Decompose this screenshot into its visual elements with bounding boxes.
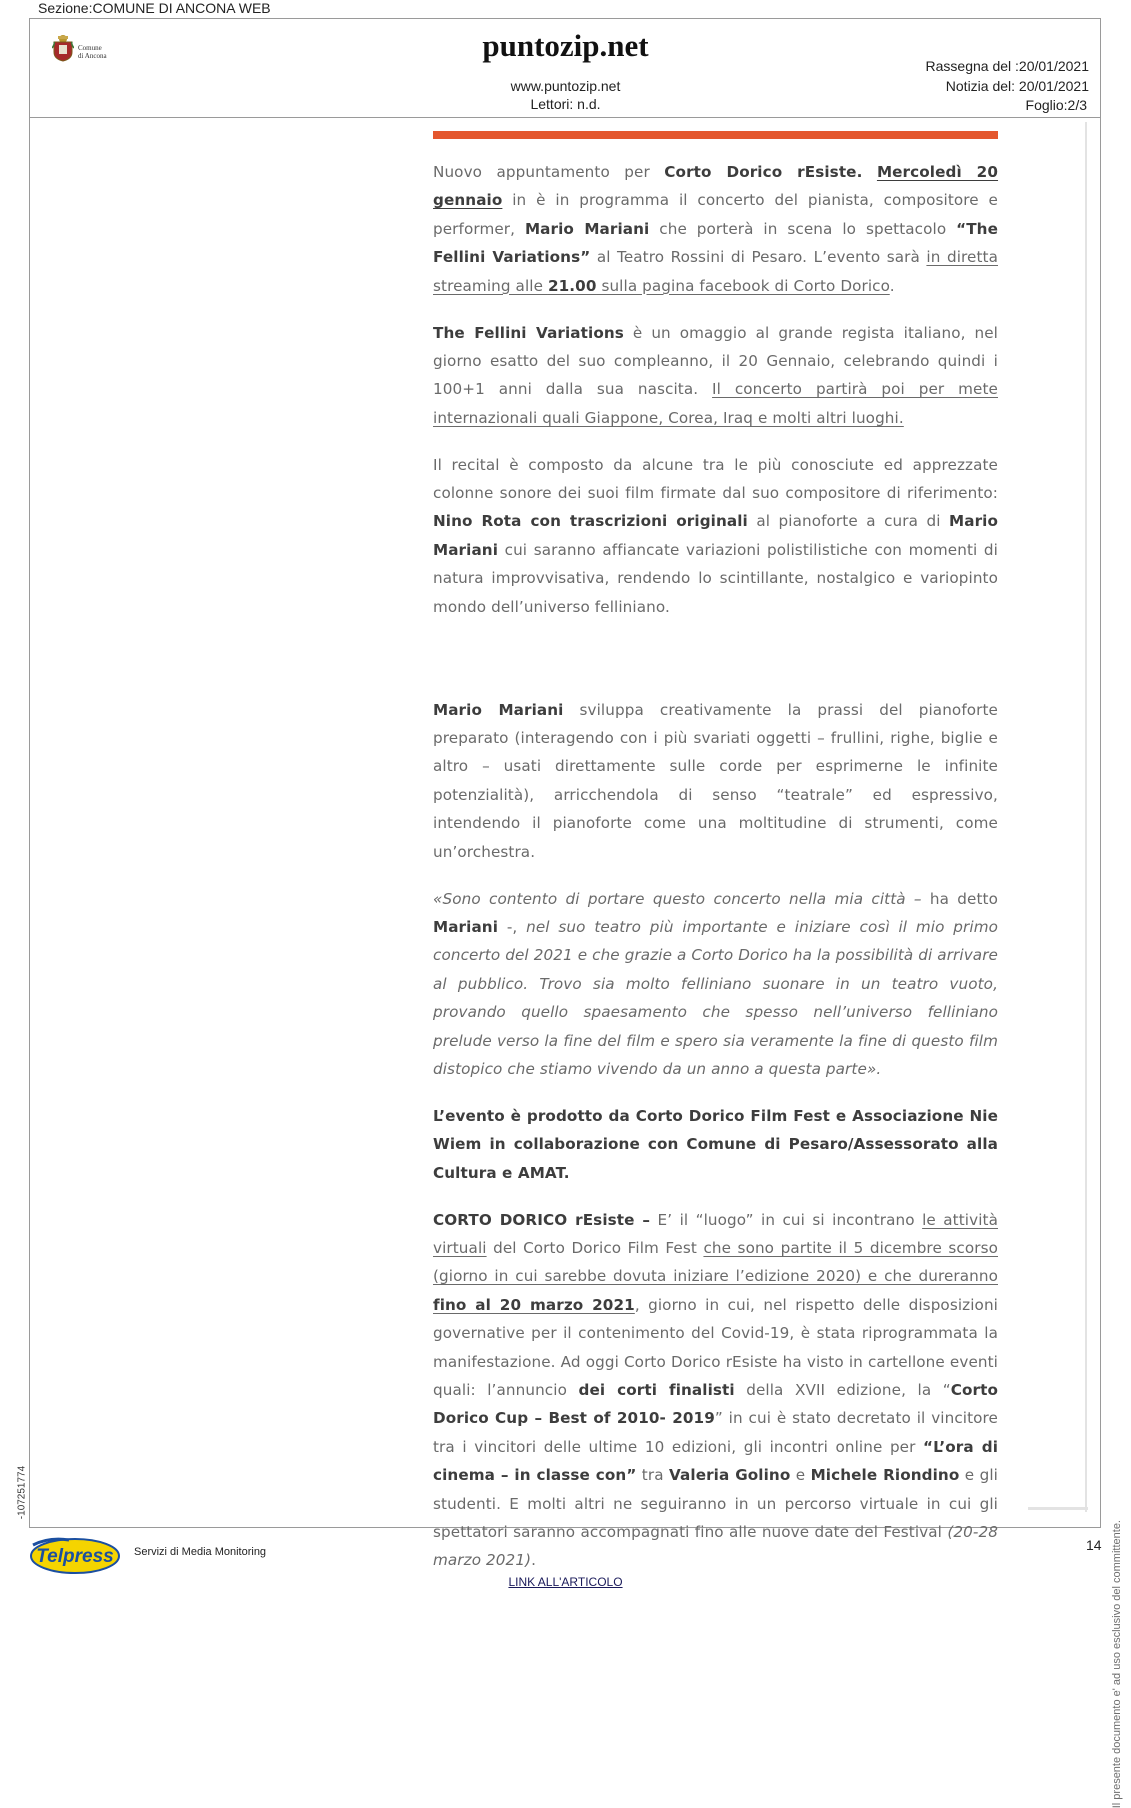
scan-shadow-right (1085, 122, 1087, 1512)
streaming-link: in diretta streaming alle 21.00 sulla pagina facebook di Corto Dorico (433, 248, 998, 295)
publication-url: www.puntozip.net (510, 78, 621, 94)
foglio-number: Foglio:2/3 (1025, 97, 1087, 113)
article-accent-bar (433, 131, 998, 139)
usage-notice: Il presente documento e' ad uso esclusivo del committente. (1111, 1520, 1123, 1808)
logo-text-line1: Comune (78, 44, 102, 52)
tour-link: Il concerto partirà poi per mete internazionali quali Giappone, Corea, Iraq e molti altri luoghi. (433, 380, 998, 427)
paragraph-spacer (433, 640, 998, 696)
paragraph-5-quote: «Sono contento di portare questo concerto nella mia città – ha detto Mariani -, nel suo teatro più importante e iniziare così il mio primo concerto del 2021 e che grazie a Corto Dorico ha la possibilità di arrivare al pubblico. Trovo sia molto felliniano suonare in un teatro vuoto, provando quello spaesamento che spesso nell’universo felliniano prelude verso la fine del film e spero sia veramente la fine di questo film distopico che stiamo vivendo da un anno a questa parte». (433, 889, 998, 1078)
logo-text-line2: di Ancona (78, 52, 107, 60)
telpress-brand-text: Telpress (36, 1546, 114, 1567)
telpress-logo-icon (29, 1535, 121, 1575)
document-id: -107251774 (16, 1465, 28, 1520)
header-divider (29, 117, 1101, 118)
paragraph-6: L’evento è prodotto da Corto Dorico Film Fest e Associazione Nie Wiem in collaborazione con Comune di Pesaro/Assessorato alla Cultura e AMAT. (433, 1106, 998, 1182)
paragraph-4: Mario Mariani sviluppa creativamente la prassi del pianoforte preparato (interagendo con i più svariati oggetti – frullini, righe, biglie e altro – usati direttamente sulle corde per esprimerne le infinite potenzialità), arricchendola di senso “teatrale” ed espressivo, intendendo il pianoforte come una moltitudine di strumenti, come un’orchestra. (433, 700, 999, 861)
article-link[interactable]: LINK ALL'ARTICOLO (508, 1575, 623, 1589)
paragraph-1: Nuovo appuntamento per Corto Dorico rEsiste. Mercoledì 20 gennaio in è in programma il concerto del pianista, compositore e performer, Mario Mariani che porterà in scena lo spettacolo “The Fellini Variations” al Teatro Rossini di Pesaro. L’evento sarà in diretta streaming alle 21.00 sulla pagina facebook di Corto Dorico. (433, 163, 999, 295)
rassegna-date: Rassegna del :20/01/2021 (925, 58, 1089, 74)
article-body (433, 158, 998, 1593)
paragraph-7: CORTO DORICO rEsiste – E’ il “luogo” in cui si incontrano le attività virtuali del Corto Dorico Film Fest che sono partite il 5 dicembre scorso (giorno in cui sarebbe dovuta iniziare l’edizione 2020) e che dureranno fino al 20 marzo 2021, giorno in cui, nel rispetto delle disposizioni governative per il contenimento del Covid-19, è stata riprogrammata la manifestazione. Ad oggi Corto Dorico rEsiste ha visto in cartellone eventi quali: l’annuncio dei corti finalisti della XVII edizione, la “Corto Dorico Cup – Best of 2010- 2019” in cui è stato decretato il vincitore tra i vincitori delle ultime 10 edizioni, gli incontri online per “L’ora di cinema – in classe con” tra Valeria Golino e Michele Riondino e gli studenti. E molti altri ne seguiranno in un percorso virtuale in cui gli spettatori saranno accompagnati fino alle nuove date del Festival (20-28 marzo 2021). (433, 1210, 998, 1570)
date-link: Mercoledì 20 gennaio (433, 163, 999, 210)
dates-link: che sono partite il 5 dicembre scorso (giorno in cui sarebbe dovuta iniziare l’edizione 2020) e che dureranno fino al 20 marzo 2021 (433, 1239, 998, 1314)
page-number: 14 (1086, 1537, 1102, 1553)
notizia-date: Notizia del: 20/01/2021 (945, 78, 1089, 94)
publication-title: puntozip.net (482, 28, 649, 63)
publication-readers: Lettori: n.d. (530, 96, 601, 112)
footer-service-text: Servizi di Media Monitoring (134, 1546, 267, 1558)
section-label: Sezione:COMUNE DI ANCONA WEB (38, 0, 271, 16)
paragraph-3: Il recital è composto da alcune tra le più conosciute ed apprezzate colonne sonore dei suoi film firmate dal suo compositore di riferimento: Nino Rota con trascrizioni originali al pianoforte a cura di Mario Mariani cui saranno affiancate variazioni polistilistiche con momenti di natura improvvisativa, rendendo lo scintillante, nostalgico e variopinto mondo dell’universo felliniano. (433, 455, 999, 616)
paragraph-2: The Fellini Variations è un omaggio al grande regista italiano, nel giorno esatto del suo compleanno, il 20 Gennaio, celebrando quindi i 100+1 anni dalla sua nascita. Il concerto partirà poi per mete internazionali quali Giappone, Corea, Iraq e molti altri luoghi. (433, 323, 999, 427)
scan-shadow-bottom (1028, 1507, 1088, 1510)
virtual-activities-link: le attività virtuali (433, 1210, 998, 1257)
